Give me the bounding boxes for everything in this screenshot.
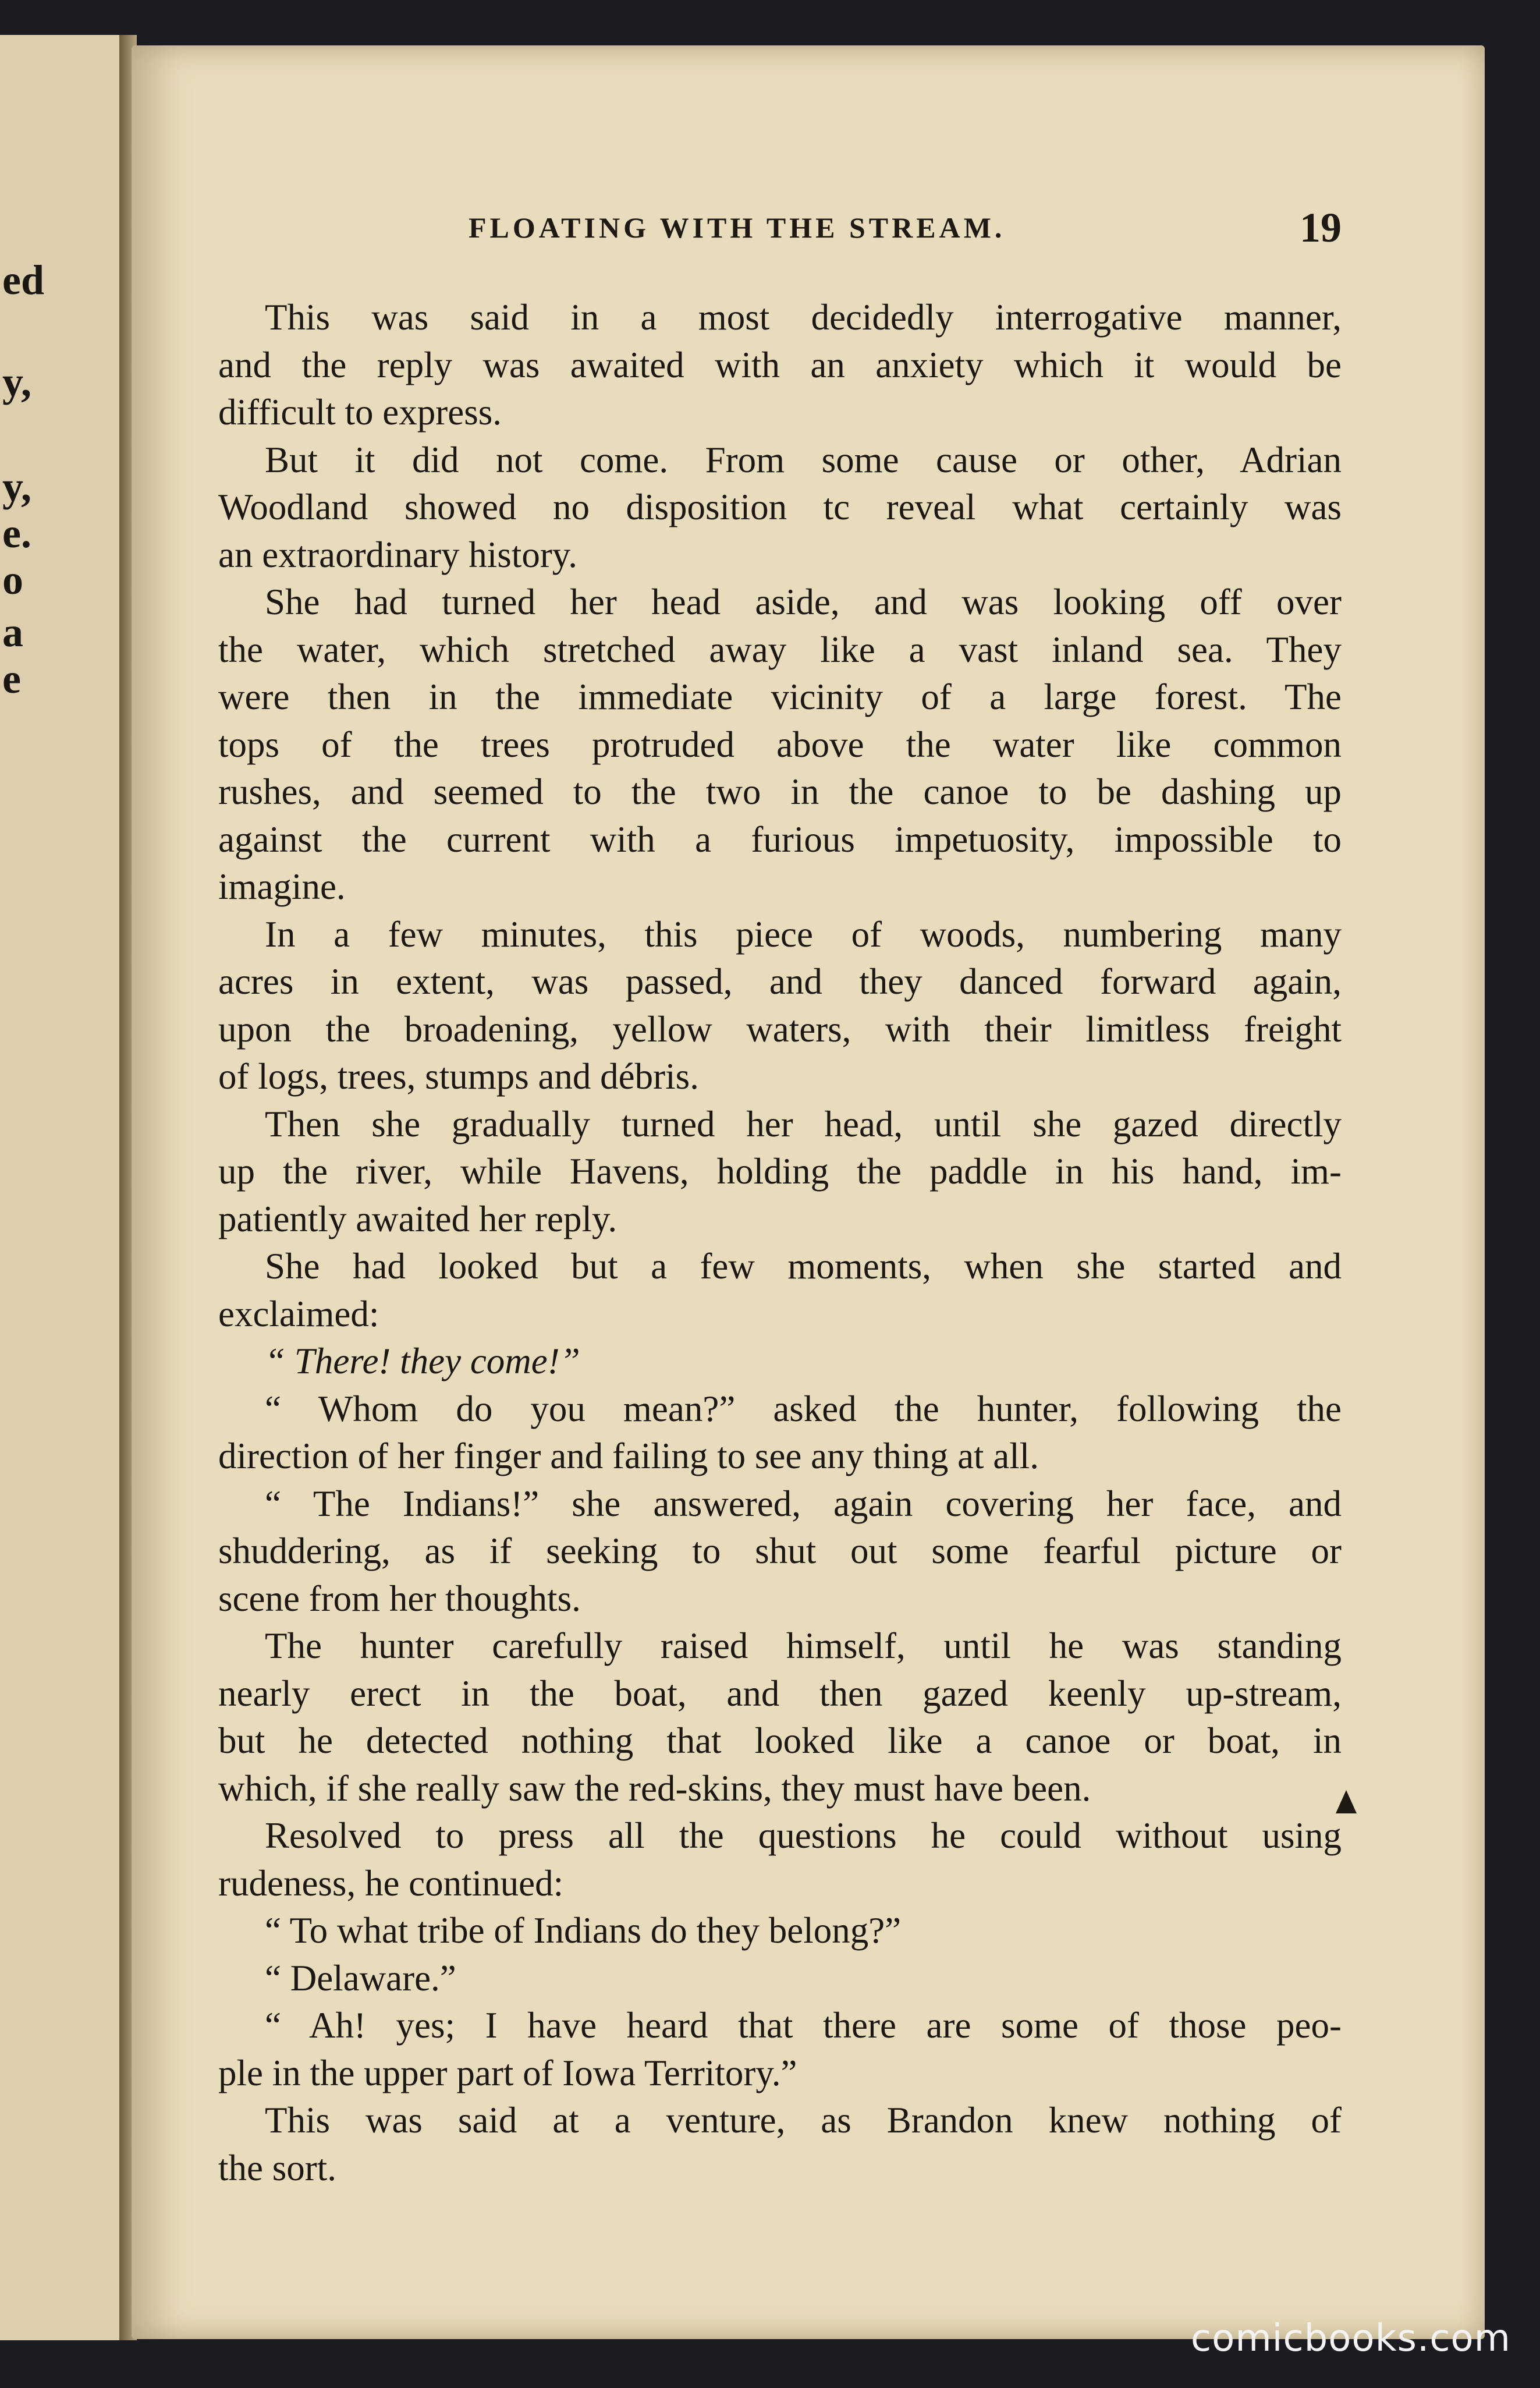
text-line: She had looked but a few moments, when she started and <box>265 1246 1342 1287</box>
text-line: patiently awaited her reply. <box>218 1198 618 1239</box>
printer-mark-icon <box>1336 1790 1357 1813</box>
text-line: scene from her thoughts. <box>218 1578 581 1619</box>
text-line: Woodland showed no disposition tc reveal what certainly was <box>218 487 1342 527</box>
text-line: “ Delaware.” <box>265 1957 456 1999</box>
page-number: 19 <box>1300 204 1342 251</box>
left-page-fragment: e <box>2 656 21 702</box>
running-head <box>218 204 1342 256</box>
text-line: the water, which stretched away like a vast inland sea. They <box>218 629 1342 670</box>
text-line: exclaimed: <box>218 1293 379 1334</box>
left-page-fragment: e. <box>2 510 31 557</box>
text-line: against the current with a furious impetuosity, impossible to <box>218 819 1342 860</box>
text-line: Resolved to press all the questions he could without using <box>265 1815 1342 1856</box>
text-line: direction of her finger and failing to see any thing at all. <box>218 1436 1039 1476</box>
text-line: difficult to express. <box>218 392 502 433</box>
text-line: “ Whom do you mean?” asked the hunter, following the <box>265 1388 1342 1429</box>
text-line: ple in the upper part of Iowa Territory.” <box>218 2052 797 2093</box>
text-line: In a few minutes, this piece of woods, numbering many <box>265 913 1342 955</box>
text-line: She had turned her head aside, and was looking off over <box>265 582 1342 622</box>
left-page-fragment: ed <box>2 257 44 303</box>
left-page-fragment: y, <box>2 463 32 510</box>
text-line: “ There! they come!” <box>265 1341 580 1381</box>
body-text <box>218 294 1342 2192</box>
text-line: “ Ah! yes; I have heard that there are some of those peo- <box>265 2005 1342 2046</box>
text-line: an extraordinary history. <box>218 534 577 575</box>
text-line: “ The Indians!” she answered, again covering her face, and <box>265 1483 1342 1524</box>
text-line: up the river, while Havens, holding the paddle in his hand, im- <box>218 1151 1342 1192</box>
watermark: comicbooks.com <box>1190 2317 1511 2360</box>
running-title: FLOATING WITH THE STREAM. <box>469 211 1006 244</box>
text-line: shuddering, as if seeking to shut out some fearful picture or <box>218 1530 1342 1571</box>
text-line: This was said at a venture, as Brandon knew nothing of <box>265 2100 1342 2141</box>
text-line: the sort. <box>218 2147 336 2188</box>
text-line: but he detected nothing that looked like a canoe or boat, in <box>218 1720 1342 1761</box>
text-line: The hunter carefully raised himself, until he was standing <box>265 1625 1342 1666</box>
text-line: of logs, trees, stumps and débris. <box>218 1056 699 1097</box>
text-line: upon the broadening, yellow waters, with their limitless freight <box>218 1008 1342 1050</box>
text-line: acres in extent, was passed, and they danced forward again, <box>218 961 1342 1002</box>
text-line: rushes, and seemed to the two in the canoe to be dashing up <box>218 771 1342 812</box>
left-page-fragment: y, <box>2 359 32 405</box>
text-line: imagine. <box>218 866 346 907</box>
text-line: and the reply was awaited with an anxiety which it would be <box>218 344 1342 385</box>
text-line: This was said in a most decidedly interrogative manner, <box>265 297 1342 338</box>
text-line: Then she gradually turned her head, until she gazed directly <box>265 1103 1342 1145</box>
text-line: “ To what tribe of Indians do they belong?” <box>265 1910 902 1951</box>
left-page-fragment: a <box>2 609 23 656</box>
left-page-fragment: o <box>2 557 23 603</box>
text-line: But it did not come. From some cause or other, Adrian <box>265 439 1342 480</box>
text-line: which, if she really saw the red-skins, they must have been. <box>218 1767 1091 1809</box>
text-line: rudeness, he continued: <box>218 1862 564 1904</box>
text-line: tops of the trees protruded above the water like common <box>218 724 1342 765</box>
text-line: nearly erect in the boat, and then gazed keenly up-stream, <box>218 1673 1342 1714</box>
left-page-edge <box>0 35 124 2340</box>
text-line: were then in the immediate vicinity of a large forest. The <box>218 676 1342 717</box>
